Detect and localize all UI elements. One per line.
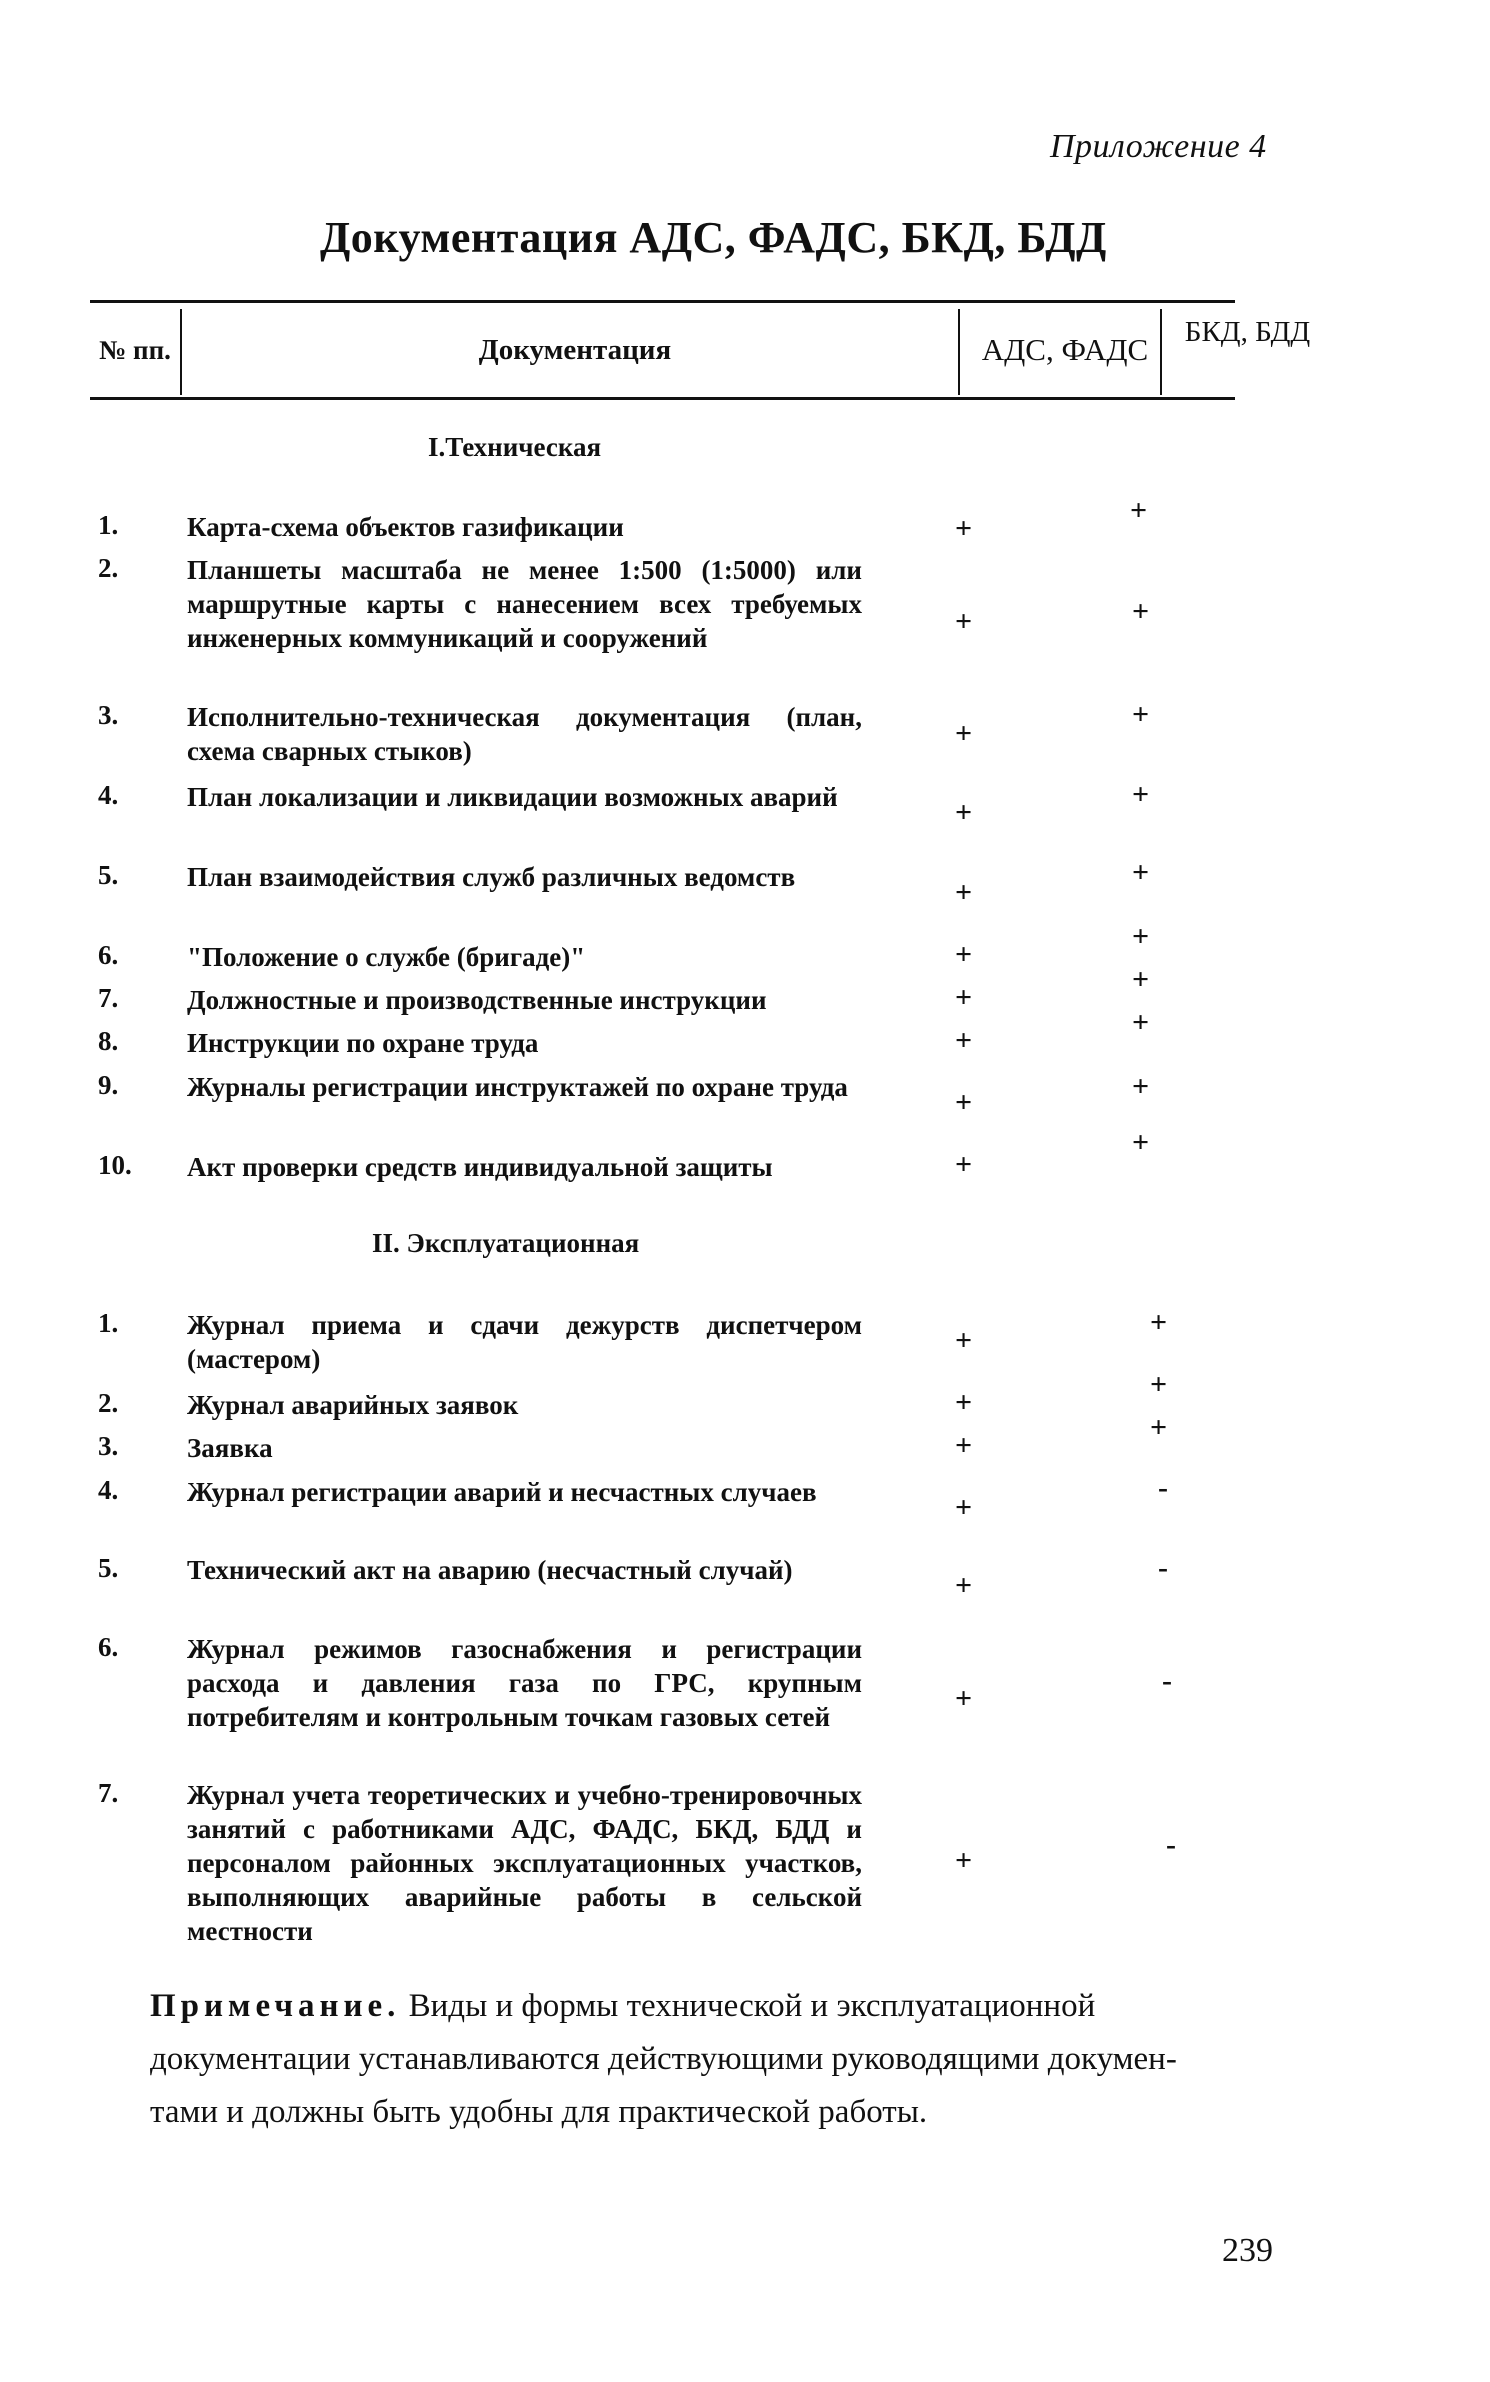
header-divider [958, 309, 960, 395]
bkd-mark: + [1132, 595, 1150, 628]
bkd-mark: + [1132, 856, 1150, 889]
row-text: "Положение о службе (бригаде)" [187, 942, 586, 972]
section-title-technical: I.Техническая [428, 432, 602, 462]
bkd-mark: + [1150, 1306, 1168, 1339]
row-text: Журнал учета теоретических и учебно-тренировочных занятий с работниками АДС, ФАДС, БКД, БДД и персоналом районных эксплуатационных участков, выполняющих аварийные работы в сельской местности [187, 1780, 862, 1946]
ads-mark: + [955, 717, 973, 750]
header-number: № пп. [99, 334, 171, 365]
note-line: тами и должны быть удобны для практической работы. [150, 2094, 928, 2130]
row-text: Должностные и производственные инструкции [187, 985, 767, 1015]
row-number: 1. [98, 510, 119, 540]
ads-mark: + [955, 1569, 973, 1602]
row-text: Заявка [187, 1433, 273, 1463]
bkd-mark: + [1150, 1411, 1168, 1444]
row-text: Инструкции по охране труда [187, 1028, 539, 1058]
bkd-mark: - [1166, 1828, 1176, 1861]
row-text: Исполнительно-техническая документация (план, схема сварных стыков) [187, 702, 862, 766]
row-number: 7. [98, 1778, 119, 1808]
bkd-mark: + [1132, 1126, 1150, 1159]
bkd-mark: - [1158, 1551, 1168, 1584]
row-number: 8. [98, 1026, 119, 1056]
header-documentation: Документация [478, 333, 672, 366]
row-text: Журналы регистрации инструктажей по охране труда [187, 1072, 848, 1102]
ads-mark: + [955, 1386, 973, 1419]
page-number: 239 [1222, 2232, 1273, 2269]
row-text: Журнал приема и сдачи дежурств диспетчером (мастером) [187, 1310, 862, 1374]
header-ads: АДС, ФАДС [981, 332, 1149, 368]
ads-mark: + [955, 1086, 973, 1119]
ads-mark: + [955, 938, 973, 971]
row-number: 7. [98, 983, 119, 1013]
row-text: Технический акт на аварию (несчастный случай) [187, 1555, 793, 1585]
ads-mark: + [955, 1324, 973, 1357]
row-number: 2. [98, 1388, 119, 1418]
row-text: Журнал режимов газоснабжения и регистрации расхода и давления газа по ГРС, крупным потребителям и контрольным точкам газовых сетей [187, 1634, 862, 1732]
appendix-label: Приложение 4 [1050, 128, 1267, 165]
ads-mark: + [955, 796, 973, 829]
row-number: 3. [98, 1431, 119, 1461]
bkd-mark: - [1162, 1664, 1172, 1697]
note-paragraph [150, 1980, 1270, 2139]
page-title: Документация АДС, ФАДС, БКД, БДД [320, 213, 1107, 262]
ads-mark: + [955, 1491, 973, 1524]
note-line [150, 1980, 1270, 2033]
row-text: Акт проверки средств индивидуальной защиты [187, 1152, 773, 1182]
ads-mark: + [955, 1148, 973, 1181]
ads-mark: + [955, 876, 973, 909]
row-number: 6. [98, 1632, 119, 1662]
row-number: 1. [98, 1308, 119, 1338]
section-title-operational: II. Эксплуатационная [372, 1228, 640, 1258]
ads-mark: + [955, 1429, 973, 1462]
row-text: Журнал регистрации аварий и несчастных случаев [187, 1477, 817, 1507]
bkd-mark: - [1158, 1471, 1168, 1504]
row-text: План локализации и ликвидации возможных аварий [187, 782, 838, 812]
row-number: 5. [98, 860, 119, 890]
bkd-mark: + [1132, 963, 1150, 996]
ads-mark: + [955, 981, 973, 1014]
row-number: 2. [98, 553, 119, 583]
row-text: Карта-схема объектов газификации [187, 512, 624, 542]
bkd-mark: + [1150, 1368, 1168, 1401]
row-text: Планшеты масштаба не менее 1:500 (1:5000) или маршрутные карты с нанесением всех требуемых инженерных коммуникаций и сооружений [187, 555, 862, 653]
ads-mark: + [955, 1844, 973, 1877]
header-bkd: БКД, БДД [1184, 316, 1311, 348]
bkd-mark: + [1130, 494, 1148, 527]
row-number: 4. [98, 780, 119, 810]
ads-mark: + [955, 512, 973, 545]
bkd-mark: + [1132, 778, 1150, 811]
row-number: 6. [98, 940, 119, 970]
row-number: 9. [98, 1070, 119, 1100]
bkd-mark: + [1132, 1006, 1150, 1039]
note-label: Примечание. [150, 1988, 401, 2024]
table-header [90, 300, 1311, 400]
bkd-mark: + [1132, 920, 1150, 953]
row-number: 5. [98, 1553, 119, 1583]
row-number: 4. [98, 1475, 119, 1505]
ads-mark: + [955, 1024, 973, 1057]
bkd-mark: + [1132, 1070, 1150, 1103]
note-line: документации устанавливаются действующими руководящими докумен- [150, 2041, 1177, 2077]
ads-mark: + [955, 605, 973, 638]
bkd-mark: + [1132, 698, 1150, 731]
row-number: 10. [98, 1150, 132, 1180]
row-text: Журнал аварийных заявок [187, 1390, 519, 1420]
row-number: 3. [98, 700, 119, 730]
note-text: Виды и формы технической и эксплуатационной [408, 1988, 1096, 2024]
row-text: План взаимодействия служб различных ведомств [187, 862, 796, 892]
ads-mark: + [955, 1682, 973, 1715]
